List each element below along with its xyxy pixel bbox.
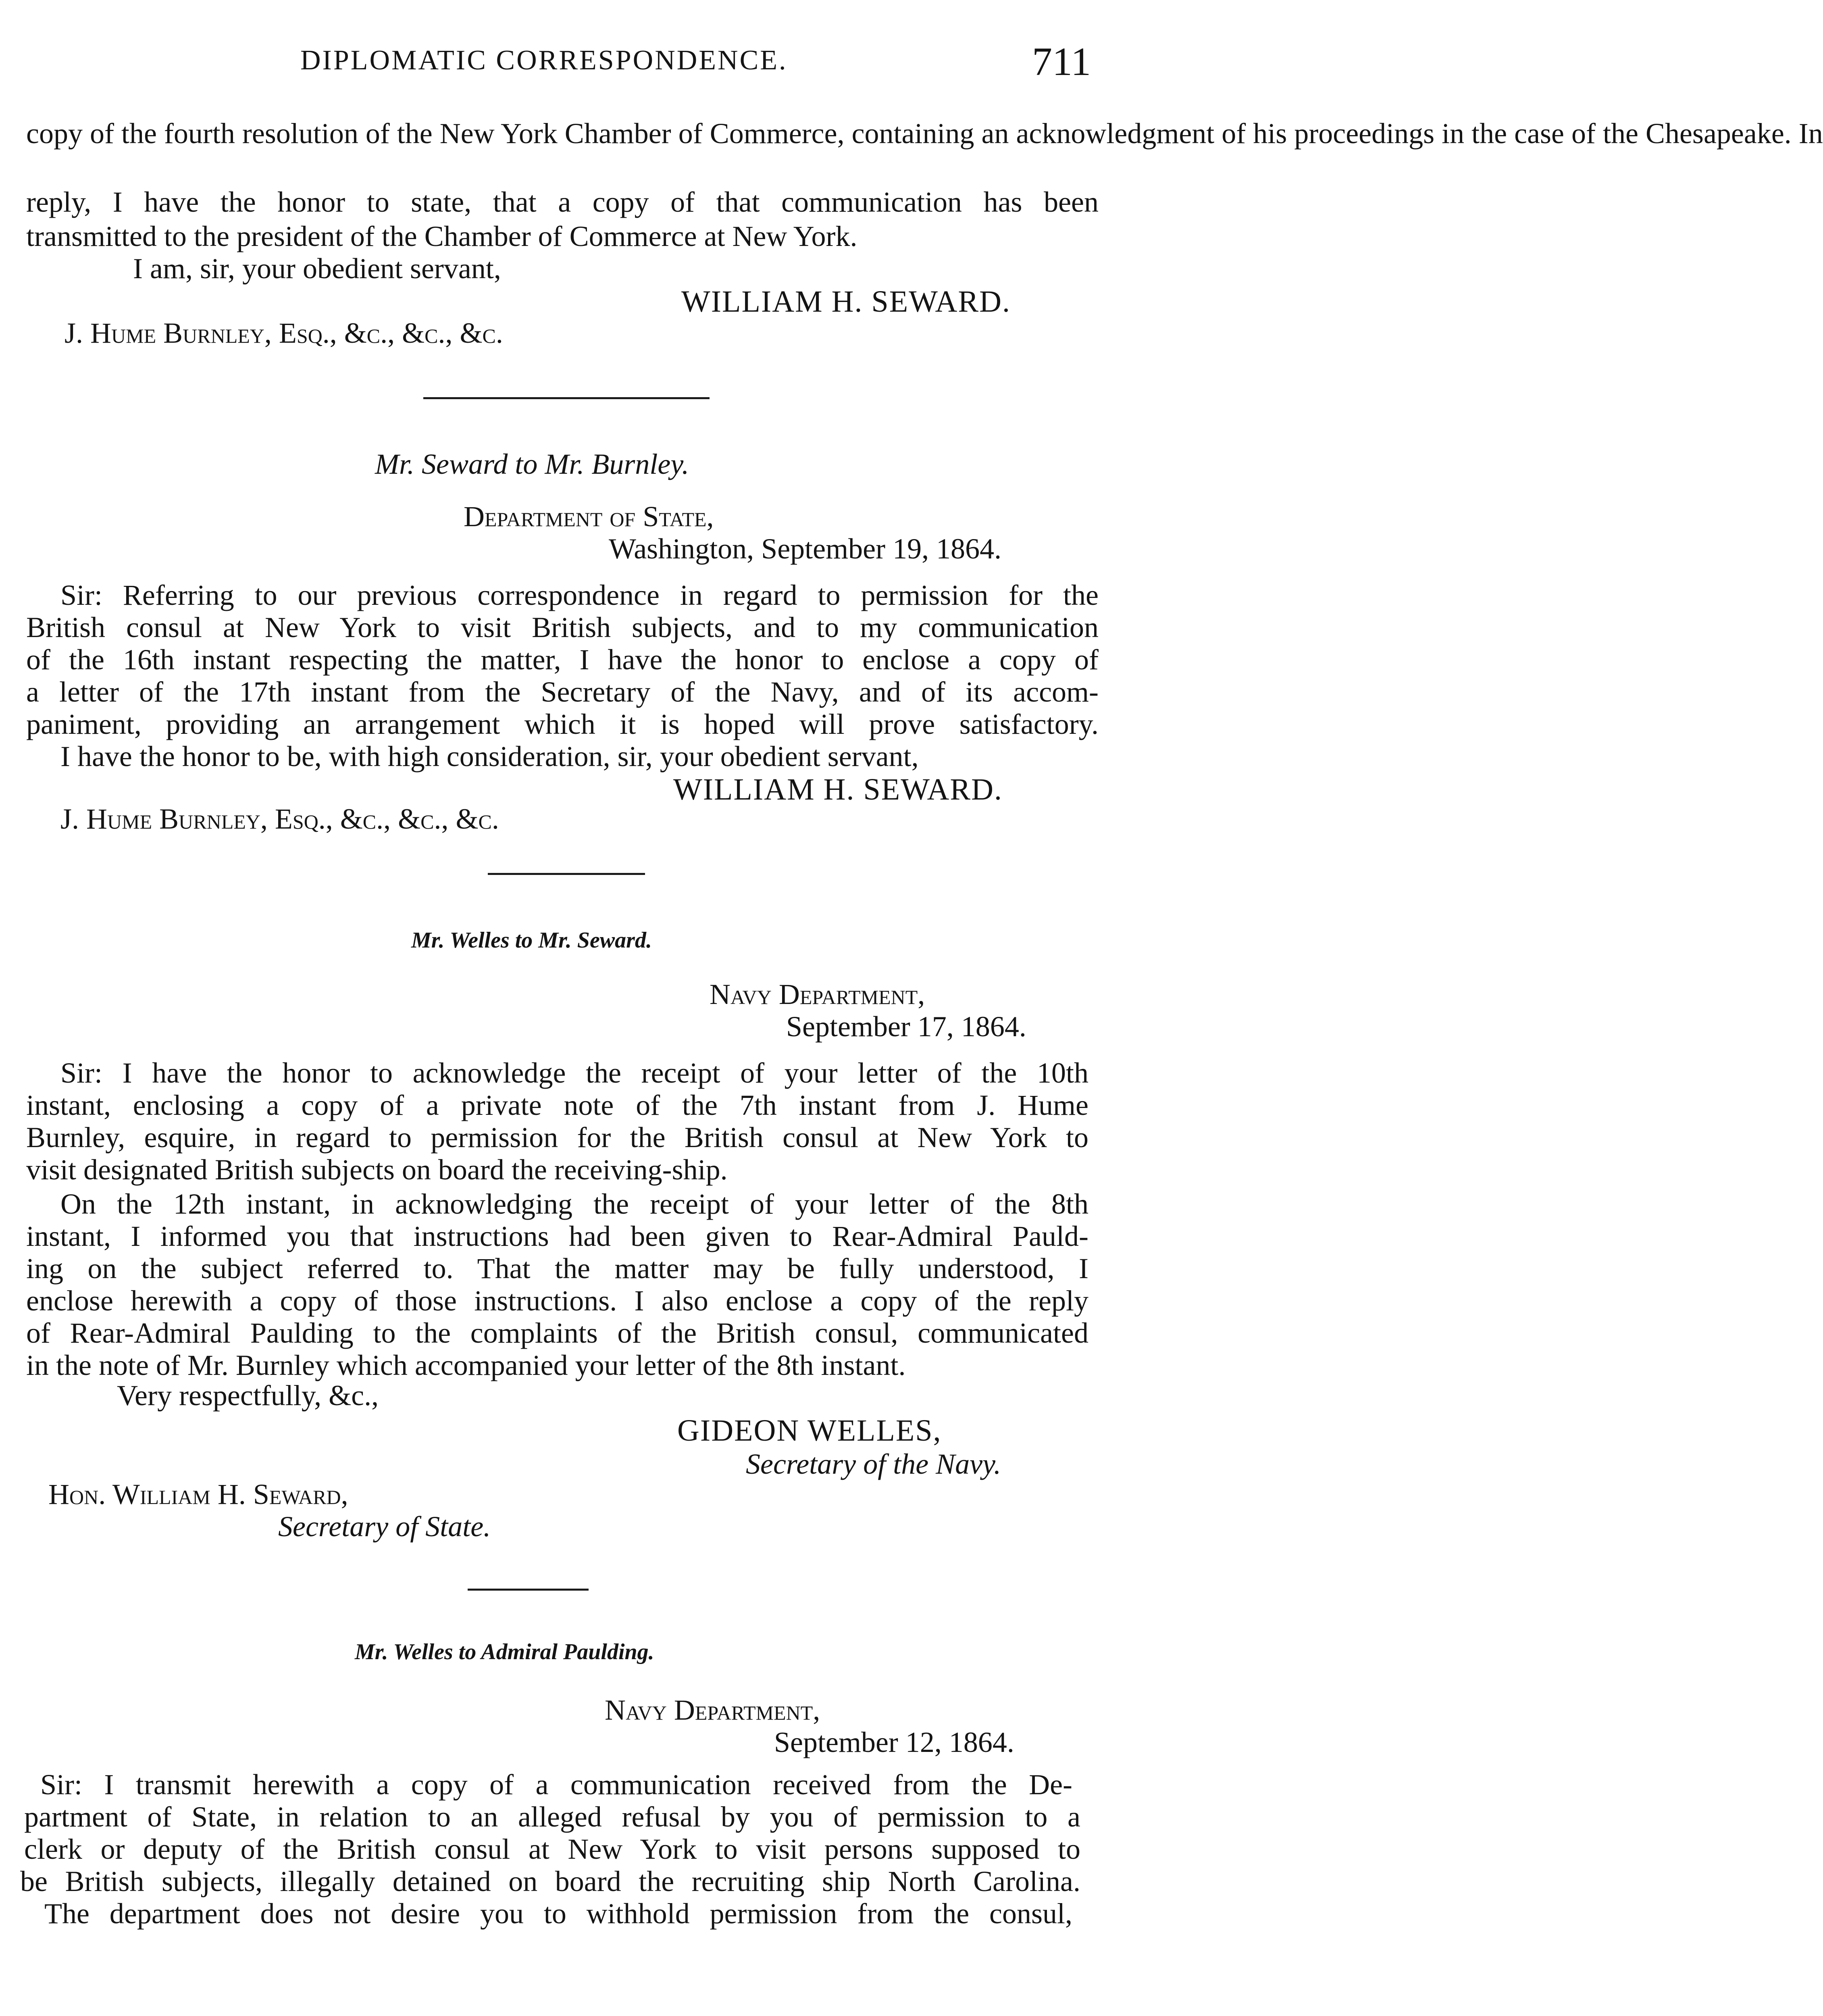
addressee-title: Secretary of State. (278, 1510, 491, 1543)
running-title: DIPLOMATIC CORRESPONDENCE. (300, 45, 788, 76)
signature: WILLIAM H. SEWARD. (673, 773, 1003, 806)
closing-line: Very respectfully, &c., (117, 1379, 379, 1412)
body-line: of Rear-Admiral Paulding to the complaints of the British consul, communicated (26, 1317, 1088, 1349)
body-line: British consul at New York to visit British subjects, and to my communication (26, 611, 1099, 644)
body-line: a letter of the 17th instant from the Secretary of the Navy, and of its accom- (26, 676, 1099, 708)
signer-title: Secretary of the Navy. (746, 1448, 1001, 1480)
section-divider (488, 873, 645, 875)
letter-date: September 12, 1864. (774, 1726, 1014, 1758)
signature: WILLIAM H. SEWARD. (681, 285, 1011, 319)
body-line: enclose herewith a copy of those instructions. I also enclose a copy of the reply (26, 1285, 1088, 1317)
body-line: partment of State, in relation to an alleged refusal by you of permission to a (24, 1801, 1080, 1833)
body-line: transmitted to the president of the Chamber of Commerce at New York. (26, 220, 857, 252)
body-line: ing on the subject referred to. That the matter may be fully understood, I (26, 1252, 1088, 1285)
section-divider (423, 397, 710, 399)
body-line: Burnley, esquire, in regard to permission for the British consul at New York to (26, 1121, 1088, 1154)
body-line: visit designated British subjects on board the receiving-ship. (26, 1154, 728, 1186)
place-date: Washington, September 19, 1864. (609, 533, 1002, 565)
addressee: J. Hume Burnley, Esq., &c., &c., &c. (60, 803, 499, 835)
page-number: 711 (1032, 39, 1091, 84)
body-line: Sir: I have the honor to acknowledge the receipt of your letter of the 10th (60, 1057, 1088, 1089)
addressee: J. Hume Burnley, Esq., &c., &c., &c. (65, 317, 503, 349)
body-line: paniment, providing an arrangement which it is hoped will prove satisfactory. (26, 708, 1099, 740)
body-line: Sir: I transmit herewith a copy of a communication received from the De- (40, 1768, 1072, 1801)
letter-title: Mr. Welles to Mr. Seward. (411, 928, 652, 953)
closing-line: I am, sir, your obedient servant, (133, 252, 501, 285)
body-line: of the 16th instant respecting the matter, I have the honor to enclose a copy of (26, 644, 1099, 676)
body-line: in the note of Mr. Burnley which accompanied your letter of the 8th instant. (26, 1349, 906, 1381)
body-line: copy of the fourth resolution of the New York Chamber of Commerce, containing an acknowledgment of his proceedings in the case of the Chesapeake. In (26, 117, 1823, 150)
body-line: reply, I have the honor to state, that a copy of that communication has been (26, 186, 1099, 218)
dept-heading: Department of State, (464, 500, 714, 533)
section-divider (468, 1589, 589, 1591)
dept-heading: Navy Department, (605, 1694, 820, 1726)
letter-date: September 17, 1864. (786, 1010, 1026, 1043)
dept-heading: Navy Department, (710, 978, 925, 1010)
signature: GIDEON WELLES, (677, 1414, 942, 1447)
body-line: be British subjects, illegally detained on board the recruiting ship North Carolina. (20, 1865, 1080, 1897)
body-line: instant, I informed you that instructions had been given to Rear-Admiral Pauld- (26, 1220, 1088, 1252)
addressee: Hon. William H. Seward, (48, 1478, 348, 1510)
body-line: The department does not desire you to withhold permission from the consul, (44, 1897, 1072, 1930)
body-line: Sir: Referring to our previous correspondence in regard to permission for the (60, 579, 1099, 611)
body-line: I have the honor to be, with high consideration, sir, your obedient servant, (60, 740, 919, 773)
body-line: instant, enclosing a copy of a private note of the 7th instant from J. Hume (26, 1089, 1088, 1121)
body-line: clerk or deputy of the British consul at New York to visit persons supposed to (24, 1833, 1080, 1865)
letter-title: Mr. Seward to Mr. Burnley. (375, 448, 689, 480)
body-line: On the 12th instant, in acknowledging the receipt of your letter of the 8th (60, 1188, 1088, 1220)
letter-title: Mr. Welles to Admiral Paulding. (355, 1639, 654, 1664)
